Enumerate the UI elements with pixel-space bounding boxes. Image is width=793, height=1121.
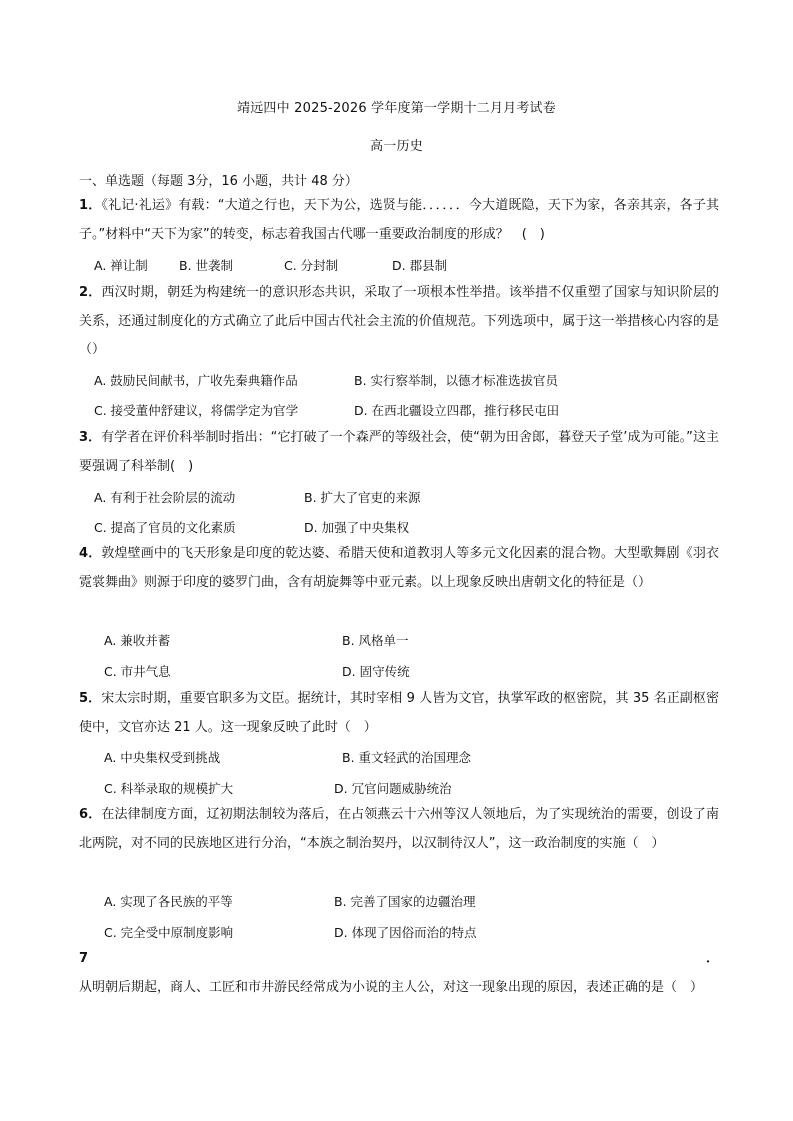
question-number: 5． <box>79 691 102 706</box>
question-stem: 宋太宗时期，重要官职多为文臣。据统计，其时宰相 9 人皆为文官，执掌军政的枢密院，其 35 名正副枢密使中，文官亦达 21 人。这一现象反映了此时（ ） <box>79 691 719 735</box>
option-b: B. 扩大了官吏的来源 <box>304 490 421 505</box>
question-5 <box>79 685 719 742</box>
question-stem: 有学者在评价科举制时指出：“它打破了一个森严的等级社会，使“朝为田舍郎，暮登天子堂’成为可能。”这主要强调了科举制( ) <box>79 430 720 474</box>
subject-title: 高一历史 <box>370 139 423 154</box>
option-c: C. 市井气息 <box>104 664 171 679</box>
option-d: D. 郡县制 <box>392 258 448 273</box>
option-b: B. 风格单一 <box>342 633 409 648</box>
option-d: D. 在西北疆设立四郡，推行移民屯田 <box>354 403 560 418</box>
option-a: A. 有利于社会阶层的流动 <box>94 490 236 505</box>
question-number: 6． <box>79 807 102 822</box>
option-c: C. 分封制 <box>284 258 339 273</box>
question-2 <box>79 279 719 365</box>
question-7 <box>79 945 719 1002</box>
option-b: B. 完善了国家的边疆治理 <box>334 894 476 909</box>
option-a: A. 中央集权受到挑战 <box>104 750 221 765</box>
option-a: A. 禅让制 <box>94 258 148 273</box>
question-stem: 《礼记·礼运》有载：“大道之行也，天下为公，选贤与能．．．．．．今大道既隐，天下为家，各亲其亲，各子其子。”材料中“天下为家”的转变，标志着我国古代哪一重要政治制度的形成？ ( ) <box>79 198 720 242</box>
question-1 <box>79 192 719 249</box>
option-b: B. 世袭制 <box>179 258 234 273</box>
option-d: D. 加强了中央集权 <box>304 520 410 535</box>
question-stem: 西汉时期，朝廷为构建统一的意识形态共识，采取了一项根本性举措。该举措不仅重塑了国家与知识阶层的关系，还通过制度化的方式确立了此后中国古代社会主流的价值规范。下列选项中，属于这一举措核心内容的是（） <box>79 285 719 357</box>
option-c: C. 完全受中原制度影响 <box>104 925 234 940</box>
option-d: D. 冗官问题威胁统治 <box>334 781 452 796</box>
option-c: C. 科举录取的规模扩大 <box>104 781 234 796</box>
exam-title: 靖远四中 2025-2026 学年度第一学期十二月月考试卷 <box>237 101 556 116</box>
option-d: D. 体现了因俗而治的特点 <box>334 925 477 940</box>
option-c: C. 提高了官员的文化素质 <box>94 520 236 535</box>
option-a: A. 鼓励民间献书，广收先秦典籍作品 <box>94 373 298 388</box>
question-number: 1． <box>79 198 102 213</box>
question-stem: 在法律制度方面，辽初期法制较为落后，在占领燕云十六州等汉人领地后，为了实现统治的需要，创设了南北两院，对不同的民族地区进行分治，“本族之制治契丹，以汉制待汉人”，这一政治制度的实施（ ） <box>79 807 719 851</box>
option-b: B. 重文轻武的治国理念 <box>342 750 472 765</box>
question-3 <box>79 424 719 481</box>
section-heading: 一、单选题（每题 3分，16 小题，共计 48 分） <box>79 174 358 189</box>
question-number: 7． <box>79 951 719 966</box>
question-number: 4． <box>79 546 102 561</box>
question-number: 2． <box>79 285 102 300</box>
option-a: A. 兼收并蓄 <box>104 633 171 648</box>
question-number: 3． <box>79 430 102 445</box>
question-stem: 敦煌壁画中的飞天形象是印度的乾达婆、希腊天使和道教羽人等多元文化因素的混合物。大型歌舞剧《羽衣霓裳舞曲》则源于印度的婆罗门曲，含有胡旋舞等中亚元素。以上现象反映出唐朝文化的特征是（） <box>79 546 719 590</box>
question-6 <box>79 801 719 858</box>
question-4 <box>79 540 719 597</box>
option-a: A. 实现了各民族的平等 <box>104 894 233 909</box>
question-stem: 从明朝后期起，商人、工匠和市井游民经常成为小说的主人公，对这一现象出现的原因，表述正确的是（ ） <box>79 979 704 995</box>
option-c: C. 接受董仲舒建议，将儒学定为官学 <box>94 403 299 418</box>
option-d: D. 固守传统 <box>342 664 410 679</box>
option-b: B. 实行察举制，以德才标准选拔官员 <box>354 373 559 388</box>
